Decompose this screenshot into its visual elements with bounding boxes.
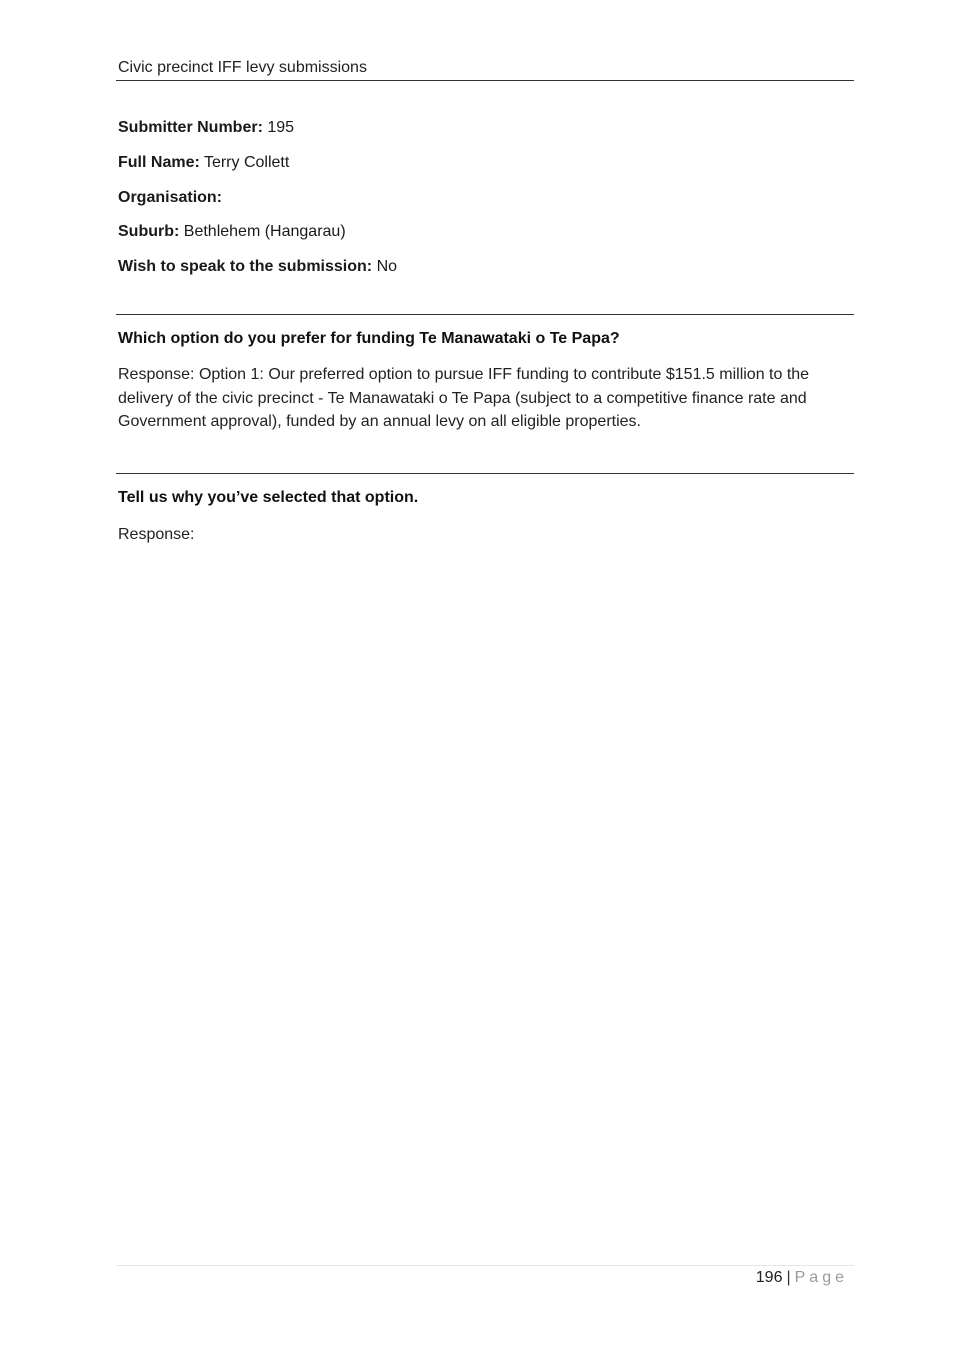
- page-word: Page: [794, 1269, 848, 1286]
- speak-label: Wish to speak to the submission:: [118, 258, 373, 275]
- organisation-label: Organisation:: [118, 189, 223, 206]
- question-heading: Tell us why you’ve selected that option.: [118, 489, 419, 506]
- organisation-field: [118, 188, 222, 208]
- section-divider: [116, 314, 854, 315]
- suburb-label: Suburb:: [118, 223, 180, 240]
- question-response: Response: Option 1: Our preferred option to pursue IFF funding to contribute $151.5 million to the delivery of the civic precinct - Te Manawataki o Te Papa (subject to a competitive finance rate and Government approval), funded by an annual levy on all eligible properties.: [118, 366, 810, 430]
- footer-divider: [116, 1265, 854, 1266]
- suburb-field: [118, 222, 346, 242]
- full-name-label: Full Name:: [118, 154, 200, 171]
- page-number: 196: [755, 1269, 783, 1286]
- full-name-field: [118, 153, 289, 173]
- footer-separator: |: [786, 1269, 791, 1286]
- page-footer: [756, 1268, 848, 1288]
- running-header: Civic precinct IFF levy submissions: [118, 59, 367, 76]
- suburb-value: Bethlehem (Hangarau): [183, 223, 346, 240]
- speak-value: No: [376, 258, 398, 275]
- submitter-number-value: 195: [267, 119, 295, 136]
- submitter-number-field: [118, 118, 294, 138]
- section-divider: [116, 473, 854, 474]
- full-name-value: Terry Collett: [203, 154, 290, 171]
- question-response: Response:: [118, 526, 195, 543]
- speak-field: [118, 257, 397, 277]
- submitter-number-label: Submitter Number:: [118, 119, 263, 136]
- question-heading: Which option do you prefer for funding Te Manawataki o Te Papa?: [118, 330, 620, 347]
- header-divider: [116, 80, 854, 81]
